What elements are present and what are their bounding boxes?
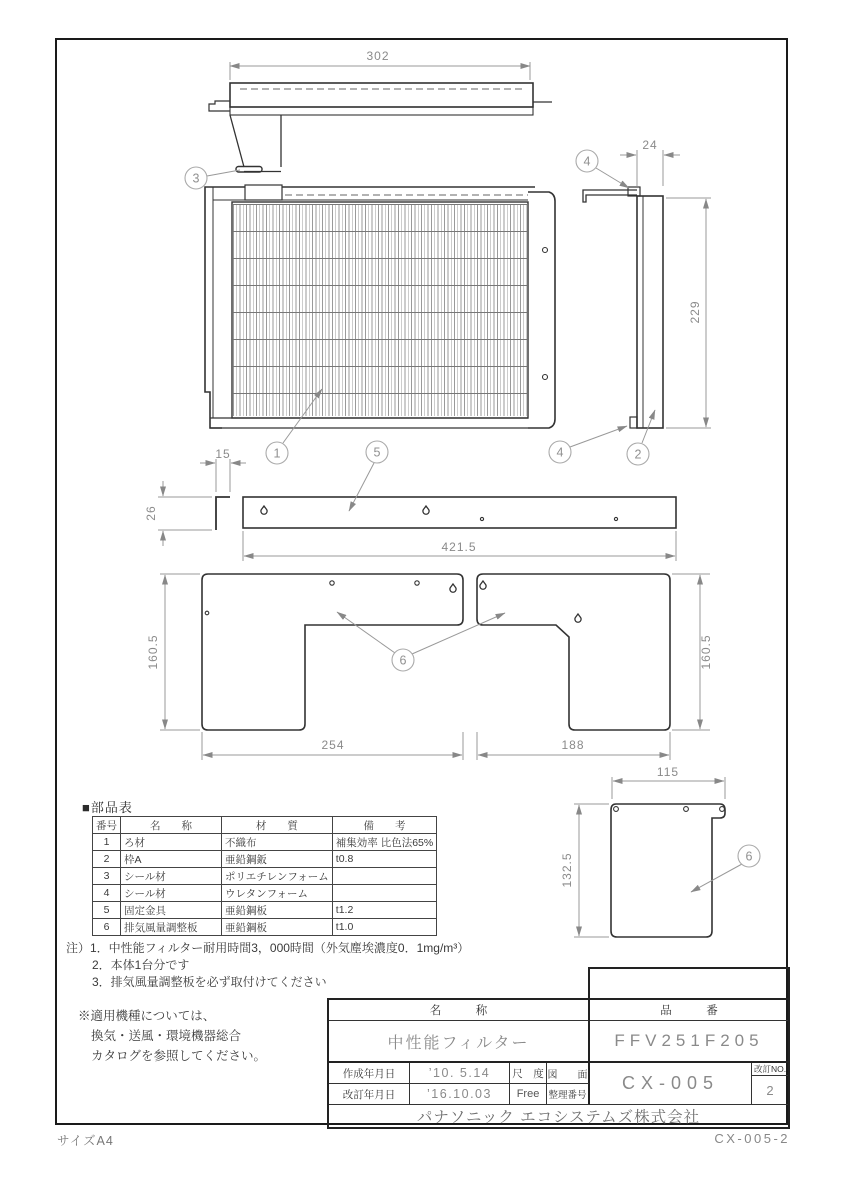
dim-plates <box>146 574 713 760</box>
left-plate-view <box>202 574 463 730</box>
part-material: 亜鉛鋼板 <box>222 919 333 936</box>
part-remarks: 補集効率 比色法65% <box>332 834 436 851</box>
title-block <box>327 998 790 1129</box>
balloon-5: 5 <box>373 445 381 460</box>
col-no: 番号 <box>93 817 121 834</box>
table-row <box>93 851 437 868</box>
drawing-label: 図 面 <box>547 1063 590 1084</box>
title-block-upper-box <box>588 967 790 998</box>
part-name: シール材 <box>121 868 222 885</box>
balloon-2: 2 <box>634 447 642 462</box>
reference-note <box>78 1006 266 1066</box>
balloon-3: 3 <box>192 171 200 186</box>
col-name: 名 称 <box>121 817 222 834</box>
col-material: 材 質 <box>222 817 333 834</box>
balloon-1: 1 <box>273 446 281 461</box>
balloon-6-plates: 6 <box>399 653 407 668</box>
scale-label: 尺 度 <box>510 1063 547 1084</box>
dim-160-5-right: 160.5 <box>699 634 713 670</box>
table-row <box>93 868 437 885</box>
created-date-label: 作成年月日 <box>329 1063 410 1084</box>
dim-top-width <box>230 49 530 80</box>
dim-24: 24 <box>642 138 658 152</box>
control-number-label: 整理番号 <box>547 1084 590 1105</box>
part-no: 5 <box>93 902 121 919</box>
part-no: 6 <box>93 919 121 936</box>
dim-26: 26 <box>144 505 158 521</box>
table-row <box>93 885 437 902</box>
dim-small-plate <box>560 765 725 937</box>
part-number: FFV251F205 <box>590 1021 788 1063</box>
drawing-number: CX-005 <box>590 1063 752 1105</box>
balloon-6-small: 6 <box>745 849 753 864</box>
callout-balloons <box>185 150 760 867</box>
note-line-1: 注）1．中性能フィルター耐用時間3，000時間（外気塵埃濃度0．1mg/m³） <box>66 941 470 955</box>
dim-115: 115 <box>656 765 680 779</box>
notes <box>66 940 469 991</box>
part-material: 亜鉛鋼板 <box>222 902 333 919</box>
col-remarks: 備 考 <box>332 817 436 834</box>
part-name: ろ材 <box>121 834 222 851</box>
callout-leaders <box>207 168 742 892</box>
part-name: 枠A <box>121 851 222 868</box>
name-header: 名 称 <box>329 1000 590 1021</box>
company-name: パナソニック エコシステムズ株式会社 <box>416 1109 701 1126</box>
dim-132-5: 132.5 <box>560 852 574 888</box>
side-view <box>583 187 663 428</box>
sheet-number: CX-005-2 <box>714 1131 790 1146</box>
front-view <box>205 185 555 428</box>
strip-view <box>216 497 676 530</box>
part-material: 不織布 <box>222 834 333 851</box>
part-material: ポリエチレンフォーム <box>222 868 333 885</box>
balloon-4-bottom: 4 <box>556 445 564 460</box>
dim-side-height <box>666 198 711 428</box>
ref-line-2: 換気・送風・環境機器総合 <box>91 1029 242 1043</box>
revised-date-label: 改訂年月日 <box>329 1084 410 1105</box>
part-remarks: t1.2 <box>332 902 436 919</box>
dim-angle <box>144 447 246 546</box>
dim-421-5: 421.5 <box>441 540 477 554</box>
part-remarks: t1.0 <box>332 919 436 936</box>
table-row <box>93 919 437 936</box>
note-line-2: 2．本体1台分です <box>92 958 190 972</box>
dim-strip-length <box>243 531 676 561</box>
dim-302: 302 <box>366 49 390 63</box>
top-view <box>209 83 552 172</box>
part-material: ウレタンフォーム <box>222 885 333 902</box>
dim-229: 229 <box>688 300 702 324</box>
part-remarks: t0.8 <box>332 851 436 868</box>
revision-no-label: 改訂NO. <box>753 1064 787 1074</box>
part-name: 排気風量調整板 <box>121 919 222 936</box>
note-line-3: 3．排気風量調整板を必ず取付けてください <box>92 975 327 989</box>
part-no-header: 品 番 <box>590 1000 788 1021</box>
part-name: 固定金具 <box>121 902 222 919</box>
part-name: シール材 <box>121 885 222 902</box>
parts-table-header <box>93 817 437 834</box>
created-date-value: ’10. 5.14 <box>410 1063 510 1084</box>
part-remarks <box>332 885 436 902</box>
dim-160-5-left: 160.5 <box>146 634 160 670</box>
revision-no-value: 2 <box>752 1076 788 1105</box>
balloon-4-top: 4 <box>583 154 591 169</box>
dim-side-depth <box>620 138 680 186</box>
product-name: 中性能フィルター <box>329 1021 590 1063</box>
dim-254: 254 <box>321 738 345 752</box>
small-plate-view <box>611 804 725 937</box>
part-no: 2 <box>93 851 121 868</box>
ref-line-3: カタログを参照してください。 <box>91 1049 267 1063</box>
part-remarks <box>332 868 436 885</box>
part-material: 亜鉛鋼鈑 <box>222 851 333 868</box>
dim-188: 188 <box>561 738 585 752</box>
dim-15: 15 <box>215 447 231 461</box>
ref-line-1: ※適用機種については、 <box>78 1009 216 1023</box>
part-no: 4 <box>93 885 121 902</box>
sheet-size-label: サイズA4 <box>57 1134 114 1148</box>
right-plate-view <box>477 574 670 730</box>
revised-date-value: ’16.10.03 <box>410 1084 510 1105</box>
part-no: 3 <box>93 868 121 885</box>
parts-table <box>92 816 437 936</box>
scale-value: Free <box>510 1084 547 1105</box>
table-row <box>93 834 437 851</box>
table-row <box>93 902 437 919</box>
parts-table-title: ■部品表 <box>82 800 133 815</box>
part-no: 1 <box>93 834 121 851</box>
